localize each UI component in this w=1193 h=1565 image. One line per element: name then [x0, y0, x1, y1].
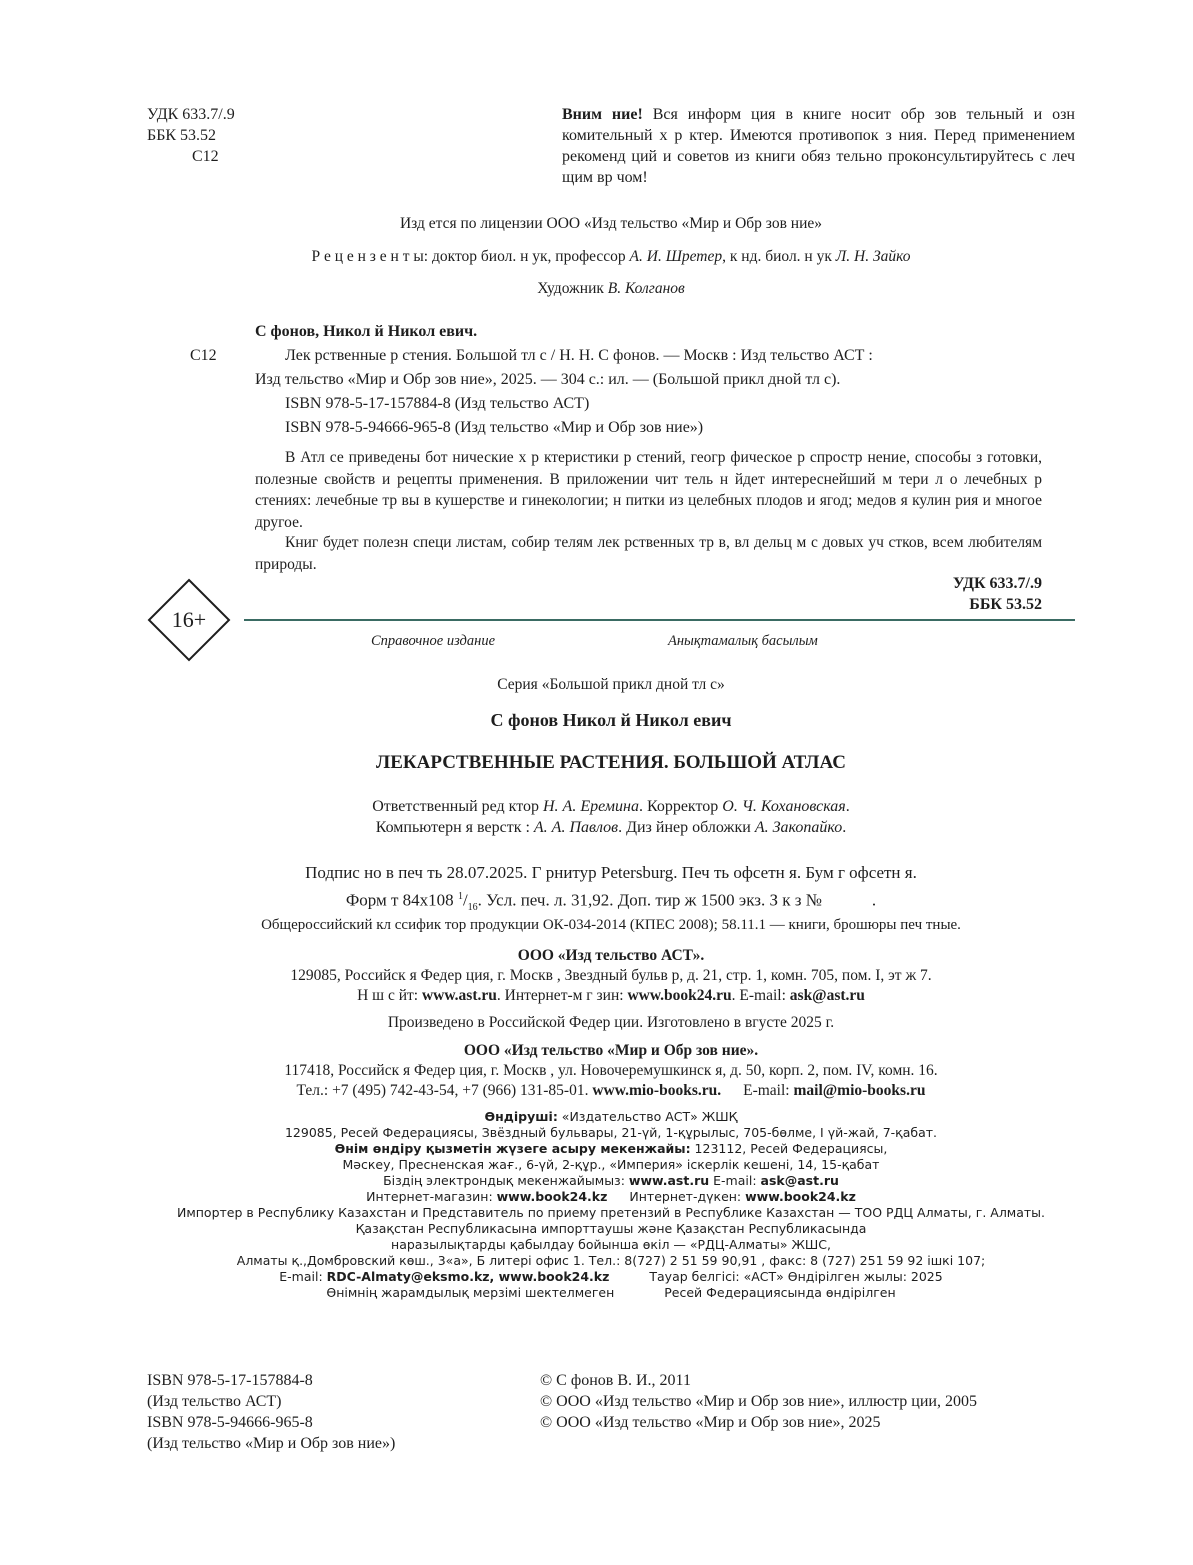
artist-label: Художник	[537, 280, 608, 297]
bib-code: С12	[190, 347, 217, 364]
isbn-line: (Изд тельство «Мир и Обр зов ние»)	[147, 1435, 396, 1452]
edition-type-kz: Анықтамалық басылым	[668, 633, 818, 649]
series-line: Серия «Большой прикл дной тл с»	[497, 676, 725, 693]
credits-line: Ответственный ред ктор Н. А. Еремина. Корректор О. Ч. Кохановская.	[372, 798, 850, 815]
ast-site-link[interactable]: www.ast.ru	[421, 987, 497, 1004]
print-line: Форм т 84х108 $^1/_{16}$. Усл. печ. л. 31,92. Доп. тир ж 1500 экз. З к з № .	[345, 890, 877, 914]
bib-line: Изд тельство «Мир и Обр зов ние», 2025. — 304 с.: ил. — (Большой прикл дной тл с).	[255, 371, 841, 388]
reviewers-label: Р е ц е н з е н т ы	[311, 248, 424, 265]
bbk-code: ББК 53.52	[147, 127, 217, 144]
bib-abstract: В Атл се приведены бот нические х р ктеристики р стений, геогр фическое р спростр нение, способы з готовки, полезные свойств и рецепты применения. В приложении чит тель н йдет интереснейший м тери л о лечебных р стениях: лечебные тр вы в кушерстве и гинекологии; н питки из целебных плодов и ягод; медов я кулин рия и многое другое.	[255, 449, 1042, 531]
ast-shop-link[interactable]: www.book24.ru	[627, 987, 732, 1004]
reviewers-text: , к нд. биол. н ук	[722, 248, 836, 265]
okp-line: Общероссийский кл ссифик тор продукции ОК-034-2014 (КПЕС 2008); 58.11.1 — книги, брошюры печ тные.	[261, 917, 961, 933]
artist-name: В. Колганов	[607, 280, 685, 297]
bib-audience: Книг будет полезн специ листам, собир телям лек рственных тр в, вл дельц м с довых уч стков, всем любителям природы.	[255, 534, 1042, 573]
author-name: С фонов Никол й Никол евич	[490, 710, 732, 730]
isbn-line: (Изд тельство АСТ)	[147, 1393, 282, 1410]
author-mark: С12	[192, 148, 219, 165]
reviewer-name: Л. Н. Зайко	[835, 248, 911, 265]
bib-udk: УДК 633.7/.9	[952, 575, 1042, 592]
mio-address: 117418, Российск я Федер ция, г. Москв , ул. Новочеремушкинск я, д. 50, корп. 2, пом. IV, комн. 16.	[284, 1062, 938, 1079]
reviewer-name: А. И. Шретер	[629, 248, 723, 265]
warning-notice	[562, 104, 1075, 188]
mio-contacts: Тел.: +7 (495) 742-43-54, +7 (966) 131-85-01. www.mio-books.ru. E-mail: mail@mio-books.ru	[296, 1082, 926, 1099]
bib-bbk: ББК 53.52	[969, 596, 1042, 613]
bib-isbn: ISBN 978-5-94666-965-8 (Изд тельство «Мир и Обр зов ние»)	[285, 419, 704, 436]
warning-label: Вним ние!	[562, 106, 643, 123]
edition-type-ru: Справочное издание	[371, 633, 496, 649]
copyright-line: © С фонов В. И., 2011	[540, 1372, 691, 1389]
ast-address: 129085, Российск я Федер ция, г. Москв , Звездный бульв р, д. 21, стр. 1, комн. 705, пом. I, эт ж 7.	[290, 967, 932, 984]
bib-author: С фонов, Никол й Никол евич.	[255, 323, 478, 340]
ast-email-link[interactable]: ask@ast.ru	[789, 987, 865, 1004]
copyright-block	[540, 1370, 977, 1433]
ast-contacts: Н ш с йт: www.ast.ru. Интернет-м г зин: www.book24.ru. E-mail: ask@ast.ru	[357, 987, 865, 1004]
isbn-line: ISBN 978-5-17-157884-8	[147, 1372, 313, 1389]
credits	[147, 796, 1075, 838]
classification-left	[147, 104, 307, 167]
warning-text: Вся информ ция в книге носит обр зов тельный и озн комительный х р ктер. Имеются противопок з ния. Перед применением рекоменд ций и советов из книги обяз тельно проконсультируйтесь с леч щим вр чом!	[562, 106, 1075, 186]
isbn-block	[147, 1370, 395, 1454]
age-rating-badge	[147, 578, 231, 662]
license-line: Изд ется по лицензии ООО «Изд тельство «Мир и Обр зов ние»	[399, 215, 822, 232]
bib-classification	[953, 573, 1042, 615]
publisher-mio	[147, 1041, 1075, 1101]
ast-name: ООО «Изд тельство АСТ».	[517, 947, 705, 964]
mio-email-link[interactable]: mail@mio-books.ru	[793, 1082, 926, 1099]
age-rating-text: 16+	[171, 607, 207, 632]
reviewers-text: : доктор биол. н ук, профессор	[423, 248, 630, 265]
divider-line	[244, 619, 1075, 621]
bib-isbn: ISBN 978-5-17-157884-8 (Изд тельство АСТ)	[285, 395, 590, 412]
print-line: Подпис но в печ ть 28.07.2025. Г рнитур Petersburg. Печ ть офсетн я. Бум г офсетн я.	[305, 863, 917, 882]
publisher-ast	[147, 946, 1075, 1006]
bib-line: Лек рственные р стения. Большой тл с / Н. Н. С фонов. — Москв : Изд тельство АСТ :	[285, 347, 873, 364]
copyright-line: © ООО «Изд тельство «Мир и Обр зов ние», 2025	[540, 1414, 881, 1431]
copyright-line: © ООО «Изд тельство «Мир и Обр зов ние», иллюстр ции, 2005	[540, 1393, 977, 1410]
kz-block: Өндіруші: «Издательство АСТ» ЖШҚ 129085, Ресей Федерациясы, Звёздный бульвары, 21-үй, 1-құрылыс, 705-бөлме, I үй-жай, 7-қабат. Өнім өндіру қызметін жүзеге асыру мекенжайы: 123112, Ресей Федерациясы, Мәскеу, Пресненская жағ., 6-үй, 2-құр., «Империя» іскерлік кешені, 14, 15-қабат Біздің электрондық мекенжайымыз: www.ast.ru E-mail: ask@ast.ru Интернет-магазин: www.book24.kz Интернет-дүкен: www.book24.kz Импортер в Республику Казахстан и Представитель по приему претензий в Республике Казахстан — ТОО РДЦ Алматы, г. Алматы. Қазақстан Республикасына импорттаушы және Қазақстан Республикасында наразылықтарды қабылдау бойынша өкіл — «РДЦ-Алматы» ЖШС, Алматы қ.,Домбровский көш., 3«а», Б литері офис 1. Тел.: 8(727) 2 51 59 90,91 , факс: 8 (727) 251 59 92 ішкі 107; E-mail: RDC-Almaty@eksmo.kz, www.book24.kz Тауар белгісі: «АСТ» Өндірілген жылы: 2025 Өнімнің жарамдылық мерзімі шектелмеген Ресей Федерациясында өндірілген	[176, 1109, 1046, 1300]
book-title: ЛЕКАРСТВЕННЫЕ РАСТЕНИЯ. БОЛЬШОЙ АТЛАС	[376, 752, 846, 773]
reviewers-line	[147, 247, 1075, 267]
artist-line	[147, 279, 1075, 299]
bib-record	[255, 345, 1042, 438]
isbn-line: ISBN 978-5-94666-965-8	[147, 1414, 313, 1431]
print-specs	[147, 861, 1075, 920]
udk-code: УДК 633.7/.9	[147, 106, 235, 123]
mio-site-link[interactable]: www.mio-books.ru.	[592, 1082, 722, 1099]
produced-line: Произведено в Российской Федер ции. Изготовлено в вгусте 2025 г.	[387, 1014, 835, 1031]
credits-line: Компьютерн я верстк : А. А. Павлов. Диз йнер обложки А. Закопайко.	[375, 819, 847, 836]
mio-name: ООО «Изд тельство «Мир и Обр зов ние».	[463, 1042, 759, 1059]
